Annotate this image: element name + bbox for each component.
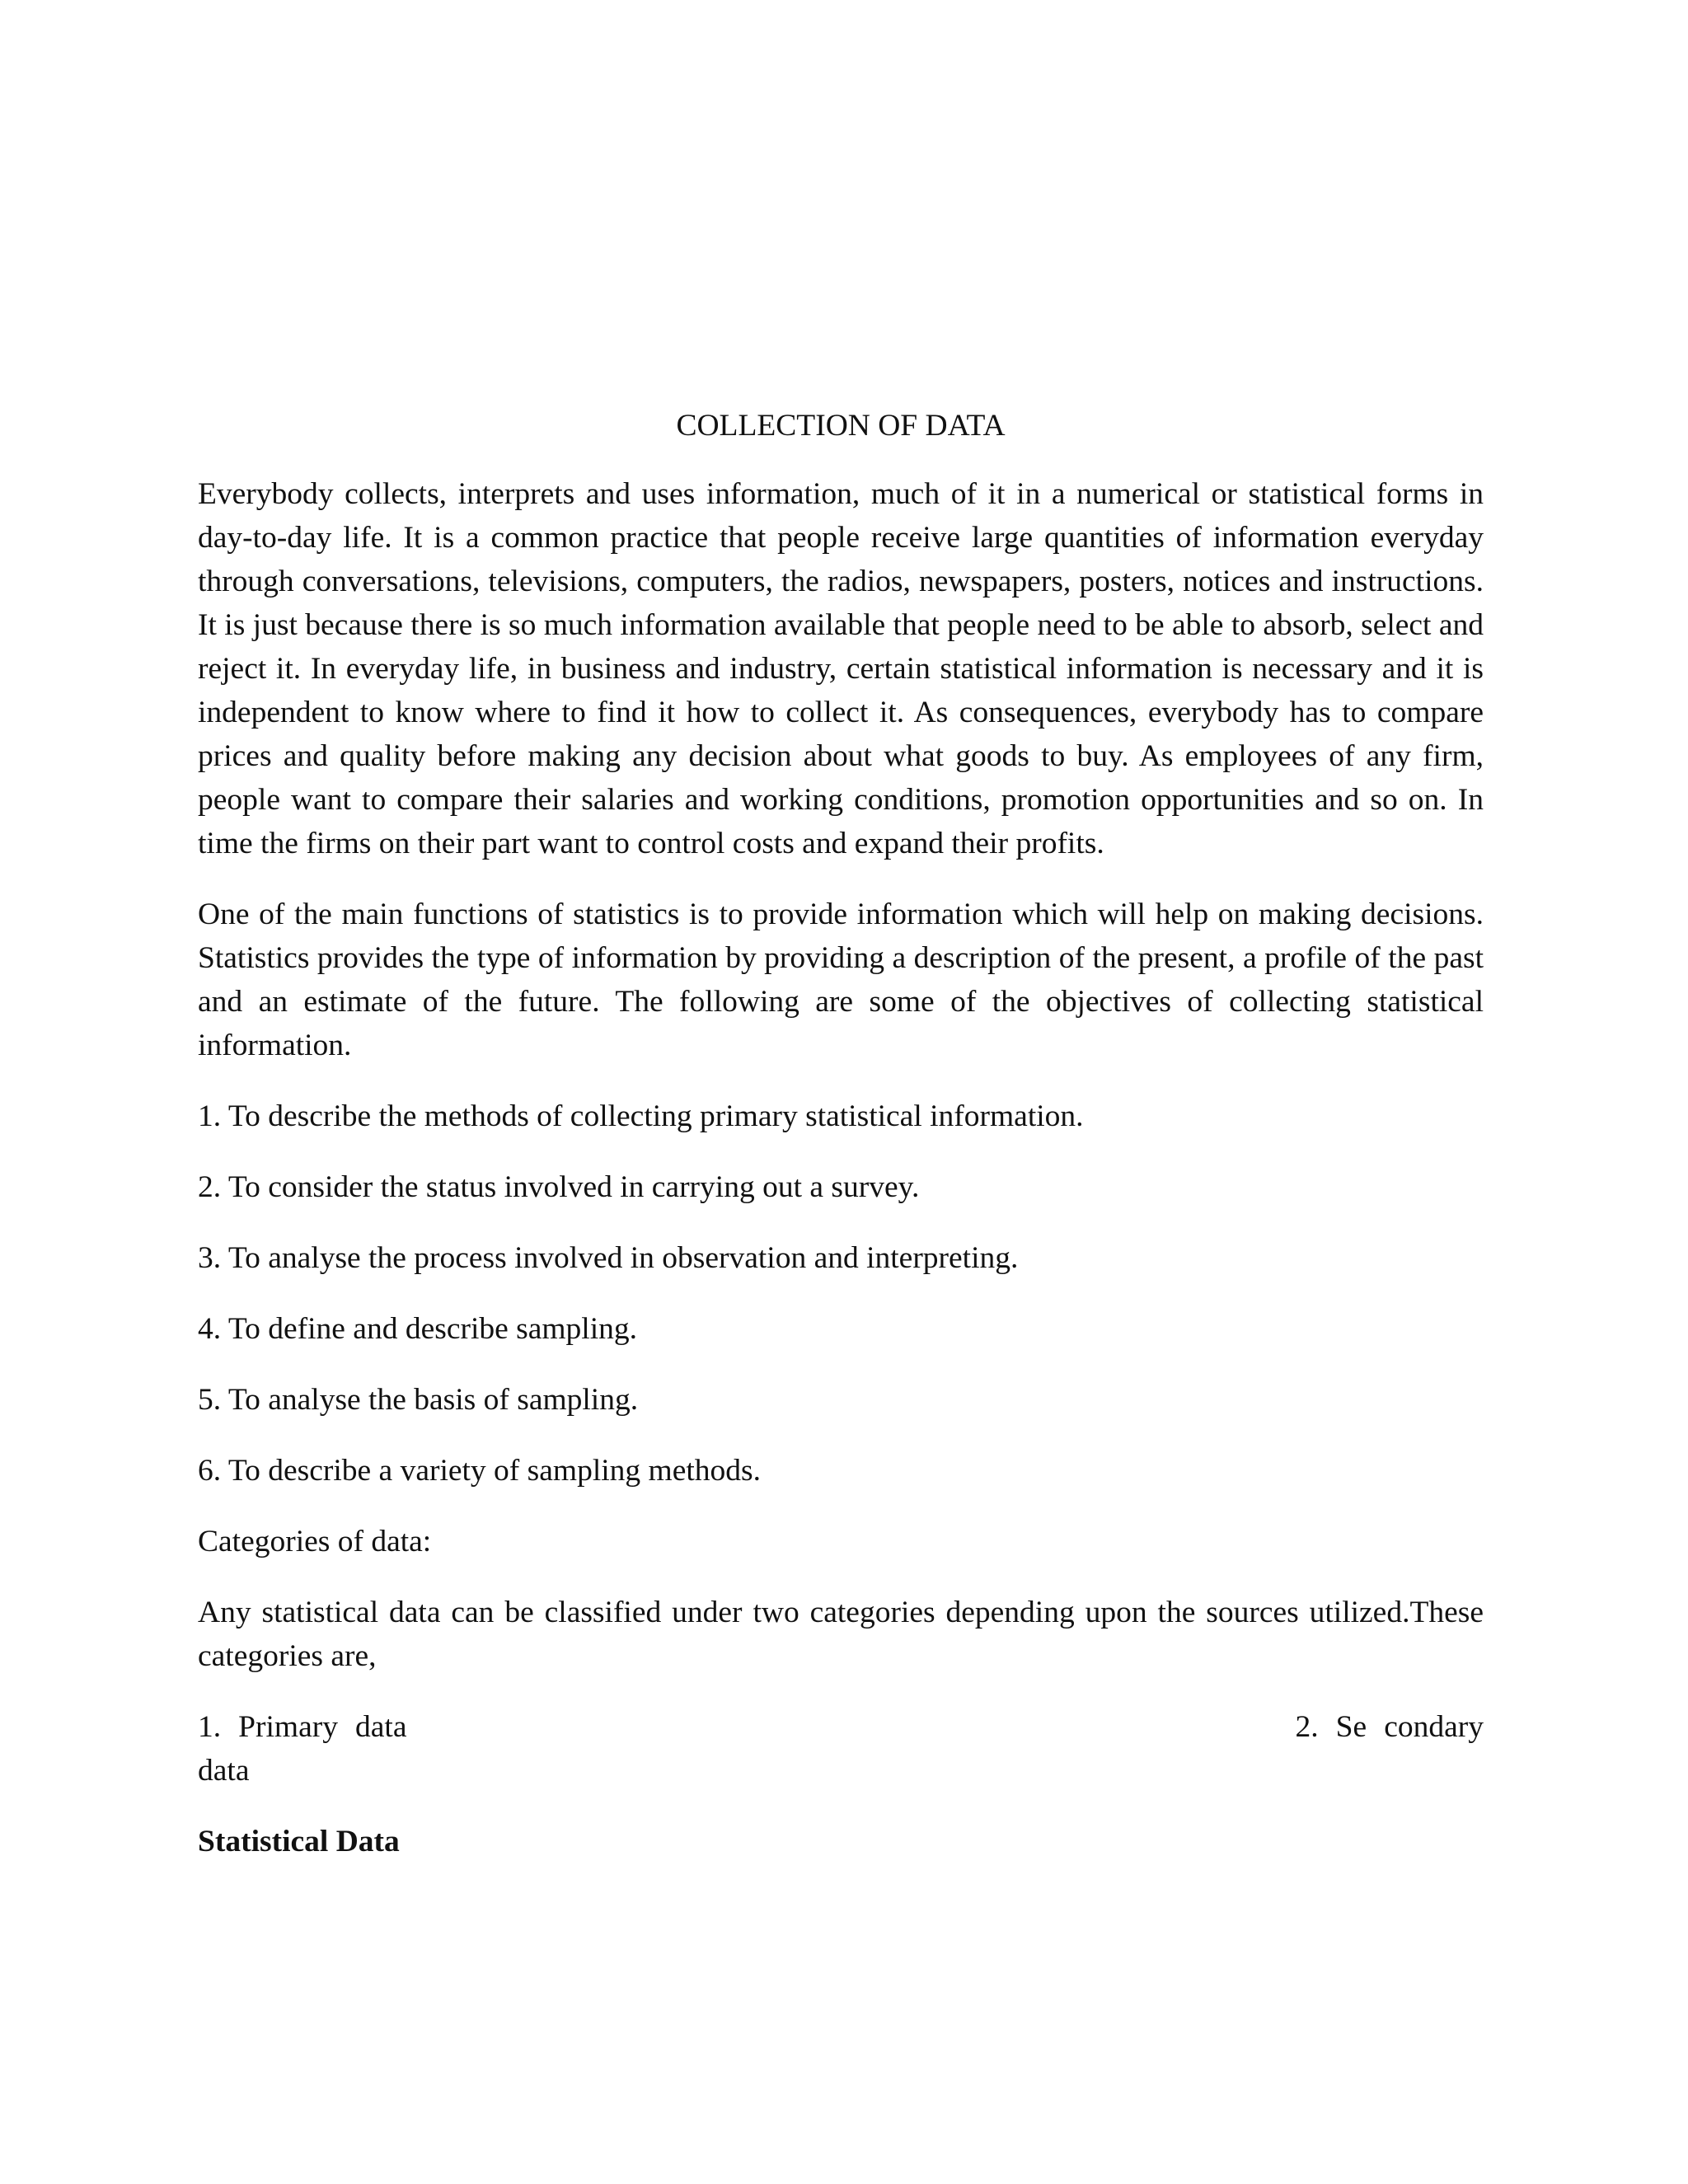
objective-item: 2. To consider the status involved in carrying out a survey.	[198, 1170, 920, 1204]
intro-paragraph: Everybody collects, interprets and uses information, much of it in a numerical or statistical forms in day-to-day life. It is a common practice that people receive large quantities of information everyday through conversations, televisions, computers, the radios, newspapers, posters, notices and instructions. It is just because there is so much information available that people need to be able to absorb, select and reject it. In everyday life, in business and industry, certain statistical information is necessary and it is independent to know where to find it how to collect it. As consequences, everybody has to compare prices and quality before making any decision about what goods to buy. As employees of any firm, people want to compare their salaries and working conditions, promotion opportunities and so on. In time the firms on their part want to control costs and expand their profits.	[198, 477, 1484, 860]
document-title: COLLECTION OF DATA	[676, 409, 1006, 443]
objective-item: 1. To describe the methods of collecting primary statistical information.	[198, 1099, 1084, 1133]
category-secondary: 2. Se condary data	[198, 1710, 1484, 1788]
category-primary: 1. Primary data	[198, 1710, 407, 1744]
objective-item: 6. To describe a variety of sampling methods.	[198, 1454, 761, 1488]
categories-intro: Any statistical data can be classified under two categories depending upon the sources utilized.These categories are,	[198, 1596, 1484, 1673]
objectives-list	[198, 1094, 1484, 1493]
statistical-data-heading: Statistical Data	[198, 1825, 400, 1858]
objective-item: 5. To analyse the basis of sampling.	[198, 1383, 639, 1417]
objective-item: 4. To define and describe sampling.	[198, 1312, 638, 1346]
functions-paragraph: One of the main functions of statistics is to provide information which will help on making decisions. Statistics provides the type of information by providing a description of the present, a profile of the past and an estimate of the future. The following are some of the objectives of collecting statistical information.	[198, 898, 1484, 1062]
categories-heading: Categories of data:	[198, 1525, 432, 1558]
document-page	[198, 404, 1484, 1863]
category-items	[198, 1705, 1484, 1793]
objective-item: 3. To analyse the process involved in observation and interpreting.	[198, 1241, 1019, 1275]
